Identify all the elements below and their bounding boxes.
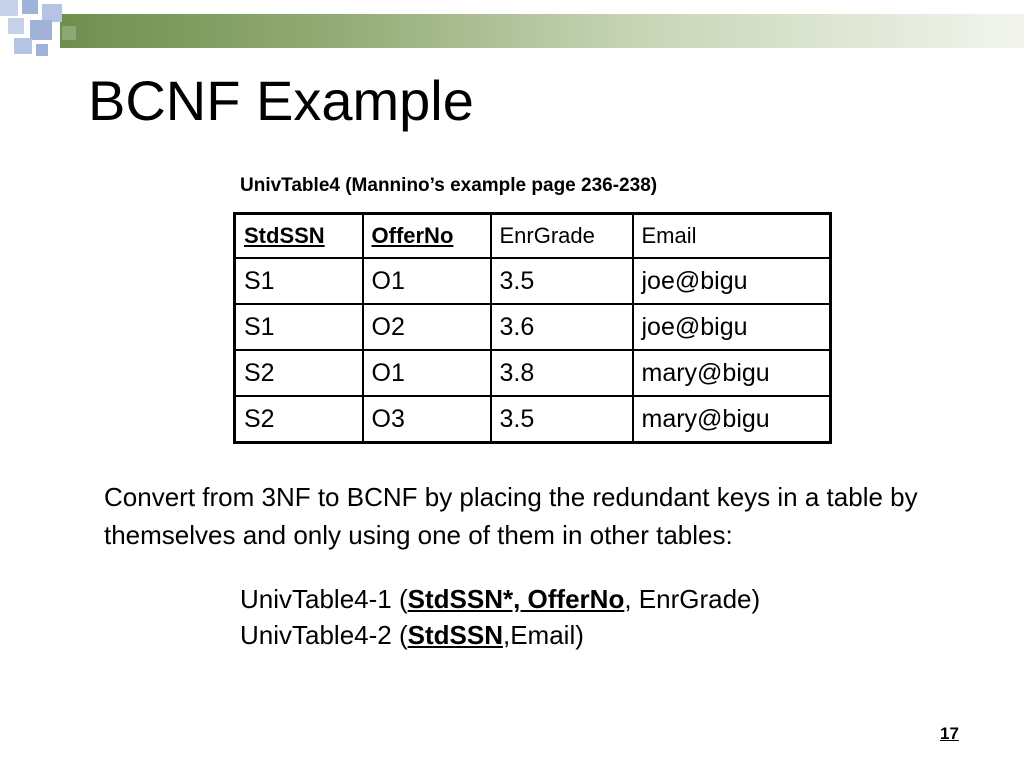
table-cell: mary@bigu [633,350,831,396]
table-cell: O3 [363,396,491,443]
table-cell: 3.5 [491,258,633,304]
relation-univtable4-1 [240,582,760,616]
table-cell: O2 [363,304,491,350]
relation-suffix: ,Email) [502,620,584,650]
table-header-row [235,214,831,259]
column-header-email: Email [633,214,831,259]
relation-keys: StdSSN*, OfferNo [407,584,625,614]
univ-table [233,212,832,444]
table-cell: joe@bigu [633,258,831,304]
table-cell: S1 [235,304,363,350]
table-cell: 3.6 [491,304,633,350]
table-cell: S2 [235,396,363,443]
slide-title: BCNF Example [88,69,474,132]
table-cell: joe@bigu [633,304,831,350]
table-row [235,350,831,396]
body-paragraph: Convert from 3NF to BCNF by placing the redundant keys in a table by themselves and only using one of them in other tables: [104,482,918,550]
column-header-offerno: OfferNo [363,214,491,259]
table-cell: mary@bigu [633,396,831,443]
relation-univtable4-2 [240,618,584,652]
column-header-stdssn: StdSSN [235,214,363,259]
relation-prefix: UnivTable4-2 ( [240,620,408,650]
table-cell: S2 [235,350,363,396]
table-row [235,258,831,304]
table-caption: UnivTable4 (Mannino’s example page 236-238) [240,175,658,196]
table-cell: 3.8 [491,350,633,396]
table-cell: 3.5 [491,396,633,443]
table-row [235,304,831,350]
header-decoration-bar [60,14,1024,48]
table-cell: O1 [363,350,491,396]
relation-keys: StdSSN [407,620,503,650]
table-cell: S1 [235,258,363,304]
page-number: 17 [940,724,959,743]
column-header-enrgrade: EnrGrade [491,214,633,259]
table-row [235,396,831,443]
table-cell: O1 [363,258,491,304]
relation-prefix: UnivTable4-1 ( [240,584,408,614]
relation-suffix: , EnrGrade) [624,584,761,614]
